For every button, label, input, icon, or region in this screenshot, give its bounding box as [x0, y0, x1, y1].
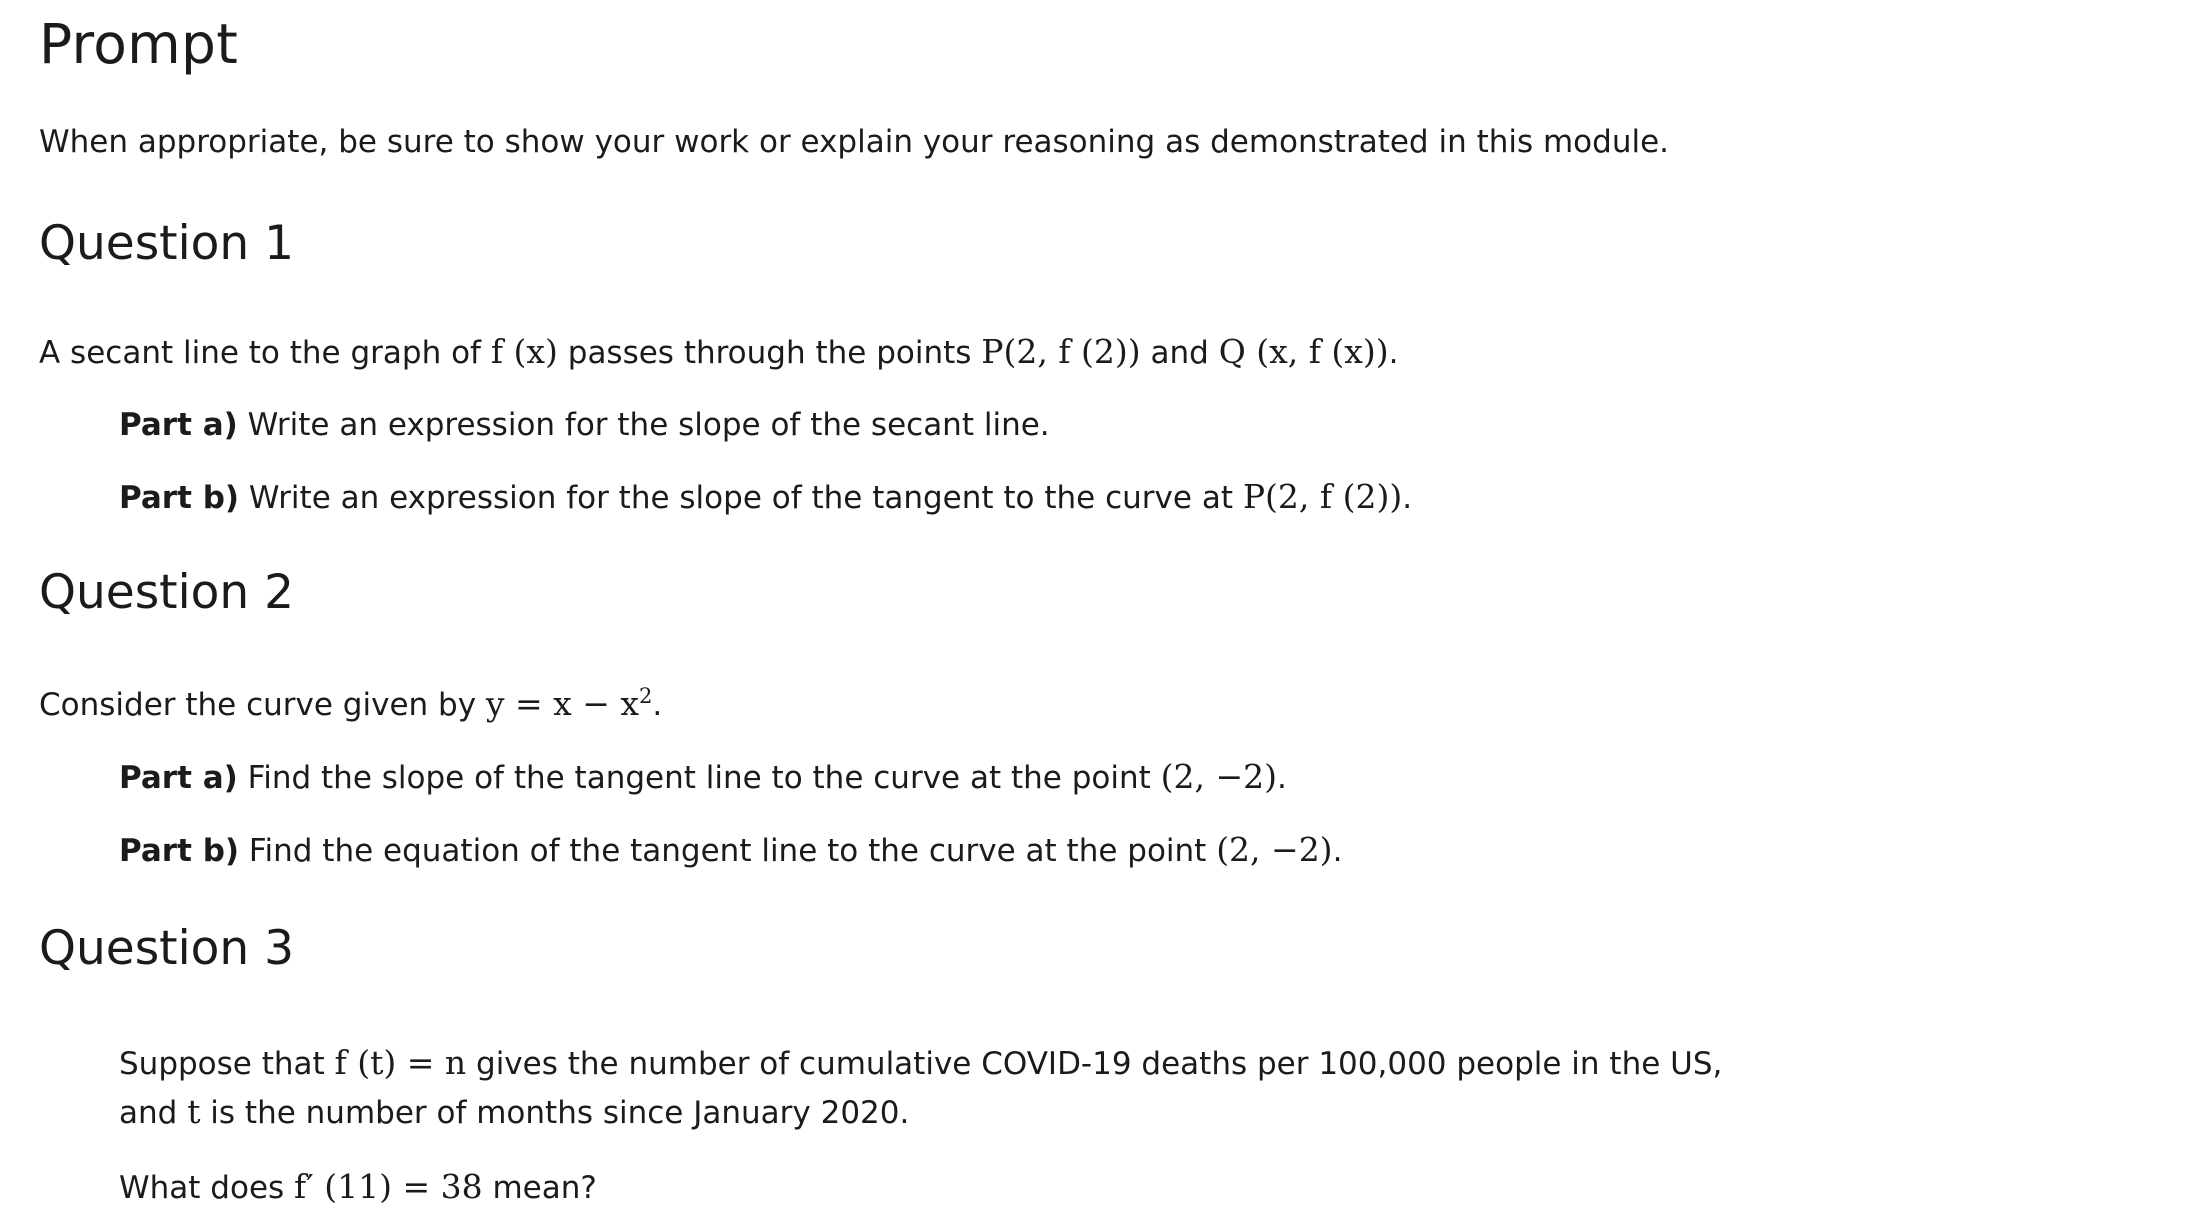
question-2-text: Consider the curve given by $y = x - x^2$.: [39, 684, 663, 723]
question-2-part-a: Part a) Find the slope of the tangent line to the curve at the point (2, −2).: [119, 757, 1287, 796]
question-1-text: A secant line to the graph of f (x) passes through the points P(2, f (2)) and Q (x, f (x)).: [39, 332, 1399, 371]
question-1-part-b: Part b) Write an expression for the slope of the tangent to the curve at P(2, f (2)).: [119, 477, 1413, 516]
math-f-of-t: f (t) = n: [334, 1043, 467, 1082]
math-point: (2, −2): [1160, 757, 1277, 796]
question-2-part-b: Part b) Find the equation of the tangent line to the curve at the point (2, −2).: [119, 830, 1343, 869]
question-3-text: Suppose that f (t) = n gives the number of cumulative COVID-19 deaths per 100,000 people in the US, and t is the number of months since January 2020.: [119, 1043, 1723, 1131]
math-curve: $y = x - x^2$: [485, 684, 653, 723]
question-1-title: Question 1: [39, 216, 295, 271]
question-3-question: What does f′ (11) = 38 mean?: [119, 1167, 597, 1206]
math-point-q: Q (x, f (x)): [1218, 332, 1389, 371]
math-point-p: P(2, f (2)): [1242, 477, 1403, 516]
question-1-part-a: Part a) Write an expression for the slope of the secant line.: [119, 407, 1050, 443]
math-derivative: f′ (11) = 38: [294, 1167, 483, 1206]
math-point: (2, −2): [1216, 830, 1333, 869]
math-point-p: P(2, f (2)): [981, 332, 1141, 371]
question-2-title: Question 2: [39, 565, 295, 620]
math-fx: f (x): [490, 332, 558, 371]
page-title: Prompt: [39, 12, 239, 76]
math-t: t: [187, 1092, 201, 1131]
prompt-intro: When appropriate, be sure to show your work or explain your reasoning as demonstrated in this module.: [39, 124, 1670, 160]
question-3-title: Question 3: [39, 921, 295, 976]
